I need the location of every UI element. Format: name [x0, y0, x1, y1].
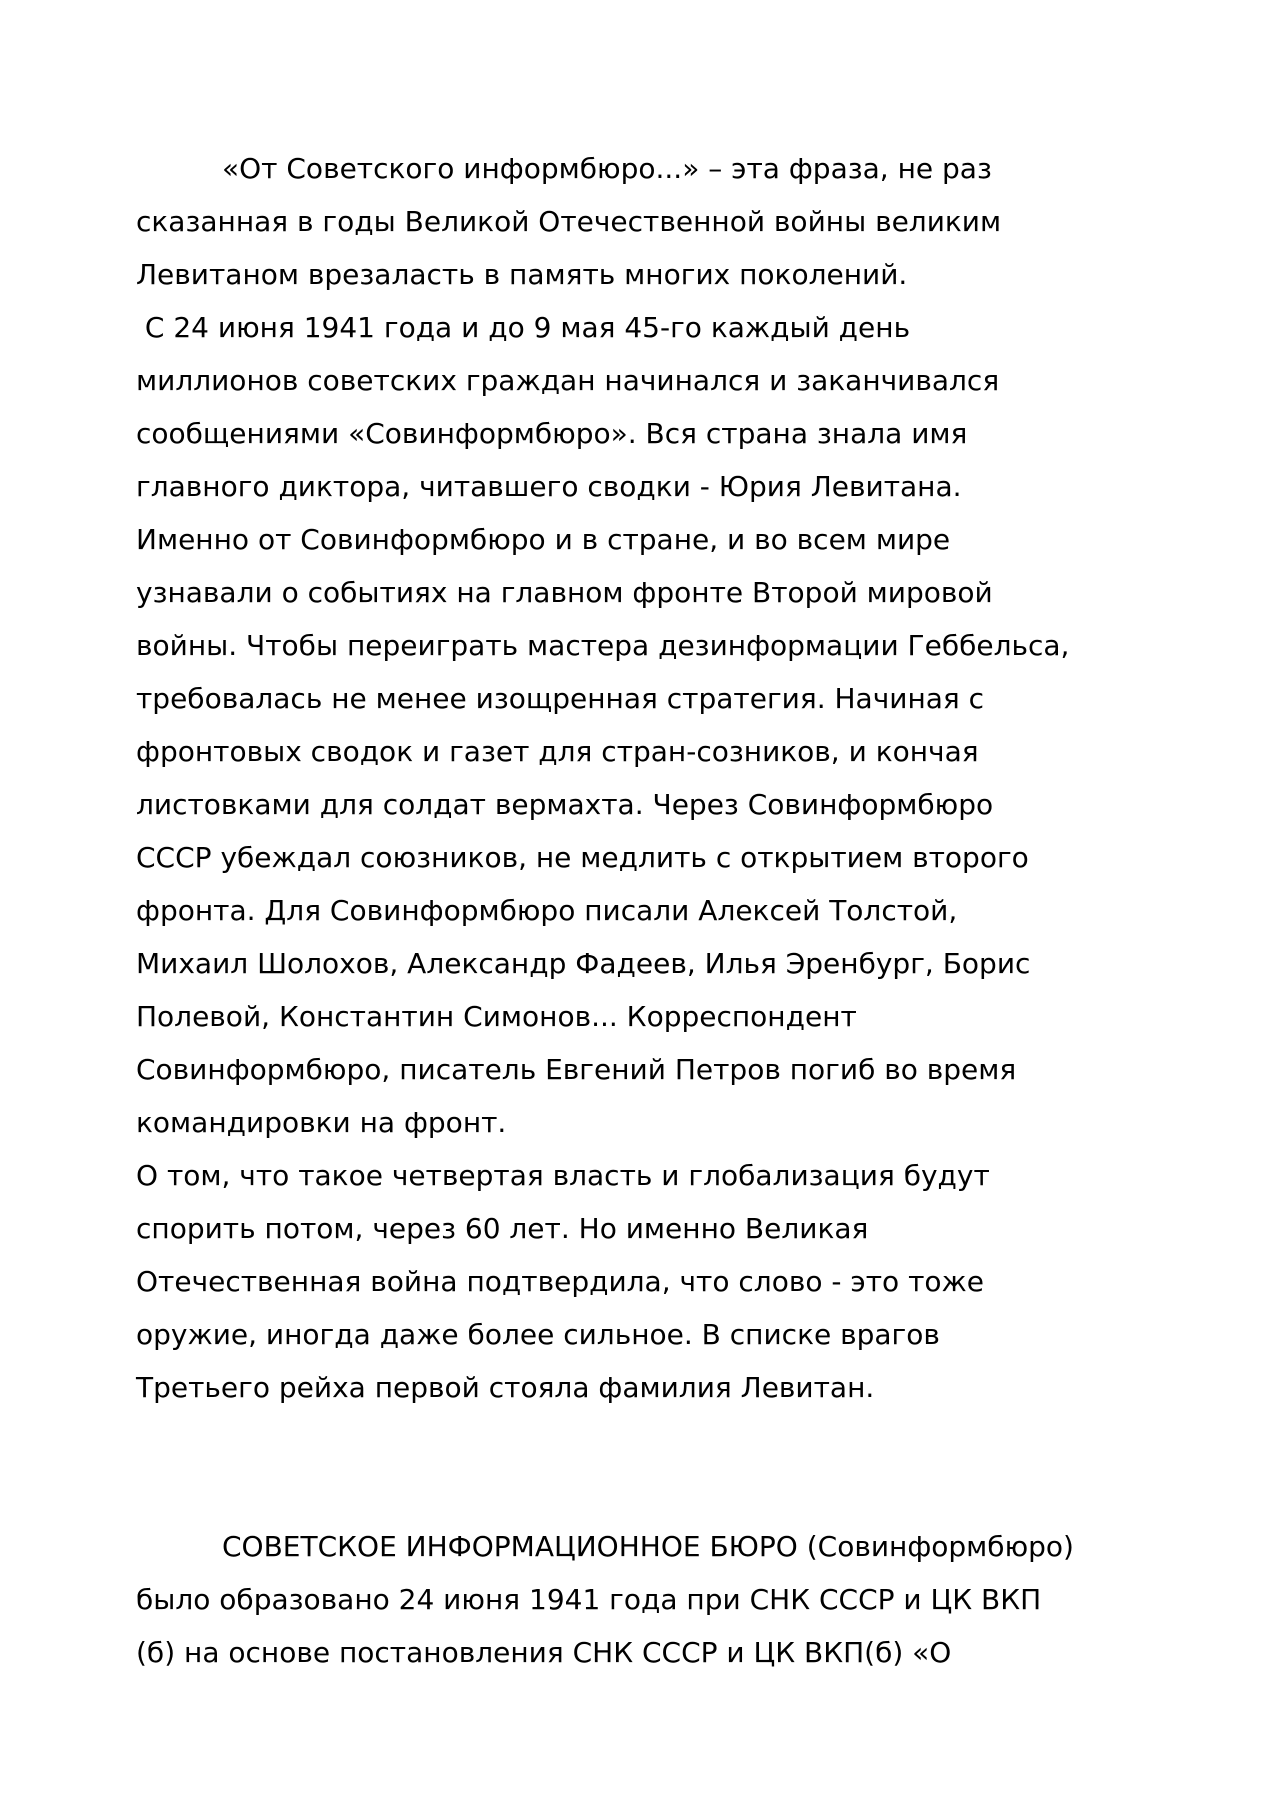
paragraph-line: было образовано 24 июня 1941 года при СНК СССР и ЦК ВКП	[136, 1583, 1042, 1616]
paragraph-line: сообщениями «Совинформбюро». Вся страна знала имя	[136, 417, 968, 450]
paragraph-line: Отечественная война подтвердила, что слово - это тоже	[136, 1265, 984, 1298]
paragraph-line: Михаил Шолохов, Александр Фадеев, Илья Эренбург, Борис	[136, 947, 1031, 980]
paragraph-line: оружие, иногда даже более сильное. В списке врагов	[136, 1318, 940, 1351]
paragraph-line: фронтовых сводок и газет для стран-созников, и кончая	[136, 735, 979, 768]
document-body	[136, 142, 1156, 1679]
paragraph-line: фронта. Для Совинформбюро писали Алексей Толстой,	[136, 894, 958, 927]
paragraph-line: Полевой, Константин Симонов... Корреспондент	[136, 1000, 857, 1033]
paragraph-line: Левитаном врезаласть в память многих поколений.	[136, 258, 908, 291]
paragraph-line: миллионов советских граждан начинался и заканчивался	[136, 364, 1000, 397]
paragraph-line: требовалась не менее изощренная стратегия. Начиная с	[136, 682, 985, 715]
paragraph-line: «От Советского информбюро...» – эта фраза, не раз	[222, 152, 992, 185]
paragraph-line: О том, что такое четвертая власть и глобализация будут	[136, 1159, 990, 1192]
paragraph-line: командировки на фронт.	[136, 1106, 507, 1139]
paragraph-line: листовками для солдат вермахта. Через Совинформбюро	[136, 788, 994, 821]
paragraph-line: войны. Чтобы переиграть мастера дезинформации Геббельса,	[136, 629, 1070, 662]
paragraph-line: С 24 июня 1941 года и до 9 мая 45-го каждый день	[136, 311, 911, 344]
paragraph-line: сказанная в годы Великой Отечественной войны великим	[136, 205, 1002, 238]
paragraph-line: (б) на основе постановления СНК СССР и ЦК ВКП(б) «О	[136, 1636, 952, 1669]
paragraph-line: Совинформбюро, писатель Евгений Петров погиб во время	[136, 1053, 1017, 1086]
paragraph-line: Именно от Совинформбюро и в стране, и во всем мире	[136, 523, 951, 556]
paragraph-line: узнавали о событиях на главном фронте Второй мировой	[136, 576, 993, 609]
paragraph-line: СССР убеждал союзников, не медлить с открытием второго	[136, 841, 1029, 874]
paragraph-line: СОВЕТСКОЕ ИНФОРМАЦИОННОЕ БЮРО (Совинформбюро)	[222, 1530, 1074, 1563]
paragraph-gap	[136, 1414, 1156, 1520]
paragraph-line: Третьего рейха первой стояла фамилия Левитан.	[136, 1371, 875, 1404]
paragraph-line: спорить потом, через 60 лет. Но именно Великая	[136, 1212, 869, 1245]
paragraph-line: главного диктора, читавшего сводки - Юрия Левитана.	[136, 470, 962, 503]
